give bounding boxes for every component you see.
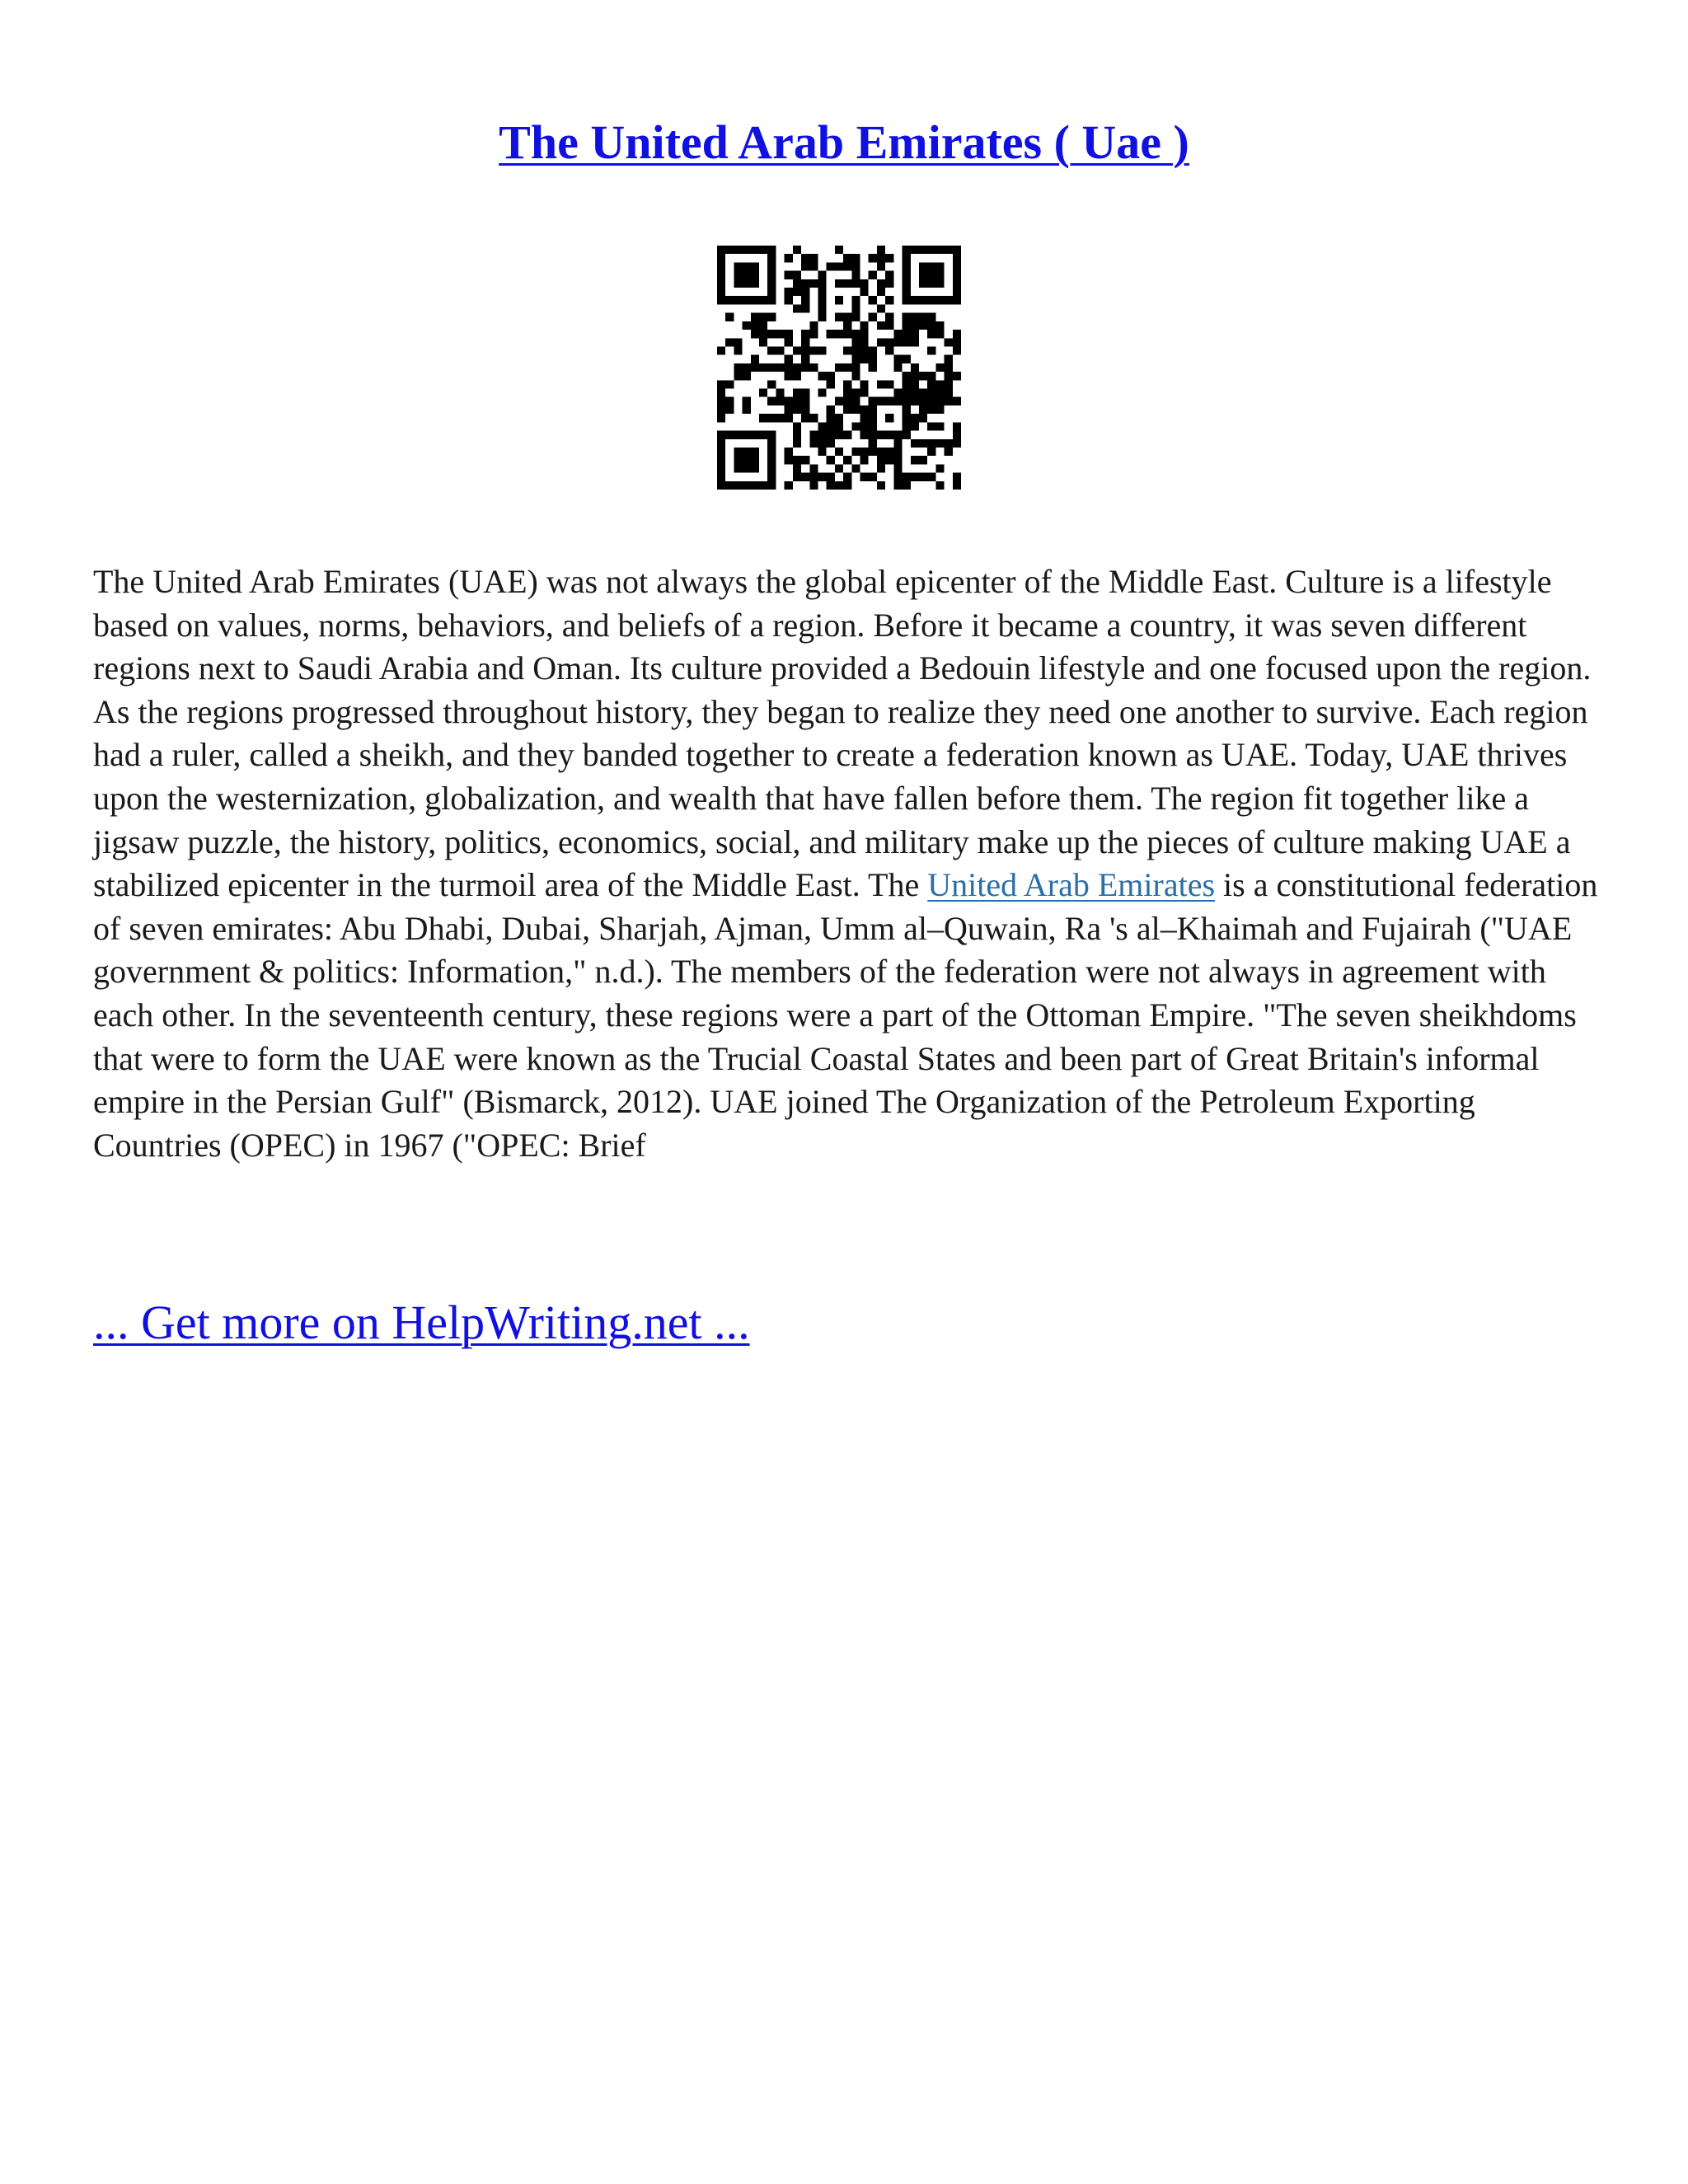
get-more-paragraph (93, 1294, 750, 1352)
page-title (0, 114, 1688, 171)
title-link[interactable]: The United Arab Emirates ( Uae ) (499, 115, 1189, 169)
body-text-after-link: is a constitutional federation of seven emirates: Abu Dhabi, Dubai, Sharjah, Ajman, Umm al–Quwain, Ra 's al–Khaimah and Fujairah ("UAE government & politics: Information," n.d.). The members of the federation were not always in agreement with each other. In the seventeenth century, these regions were a part of the Ottoman Empire. "The seven sheikhdoms that were to form the UAE were known as the Trucial Coastal States and been part of Great Britain's informal empire in the Persian Gulf" (Bismarck, 2012). UAE joined The Organization of the Petroleum Exporting Countries (OPEC) in 1967 ("OPEC: Brief (93, 866, 1598, 1164)
body-text-before-link: The United Arab Emirates (UAE) was not always the global epicenter of the Middle East. Culture is a lifestyle based on values, norms, behaviors, and beliefs of a region. Before it became a country, it was seven different regions next to Saudi Arabia and Oman. Its culture provided a Bedouin lifestyle and one focused upon the region. As the regions progressed throughout history, they began to realize they need one another to survive. Each region had a ruler, called a sheikh, and they banded together to create a federation known as UAE. Today, UAE thrives upon the westernization, globalization, and wealth that have fallen before them. The region fit together like a jigsaw puzzle, the history, politics, economics, social, and military make up the pieces of culture making UAE a stabilized epicenter in the turmoil area of the Middle East. The (93, 563, 1592, 904)
qr-code-icon (717, 246, 961, 490)
get-more-link[interactable]: ... Get more on HelpWriting.net ... (93, 1296, 750, 1349)
body-paragraph (93, 560, 1601, 1167)
united-arab-emirates-link[interactable]: United Arab Emirates (927, 866, 1216, 904)
